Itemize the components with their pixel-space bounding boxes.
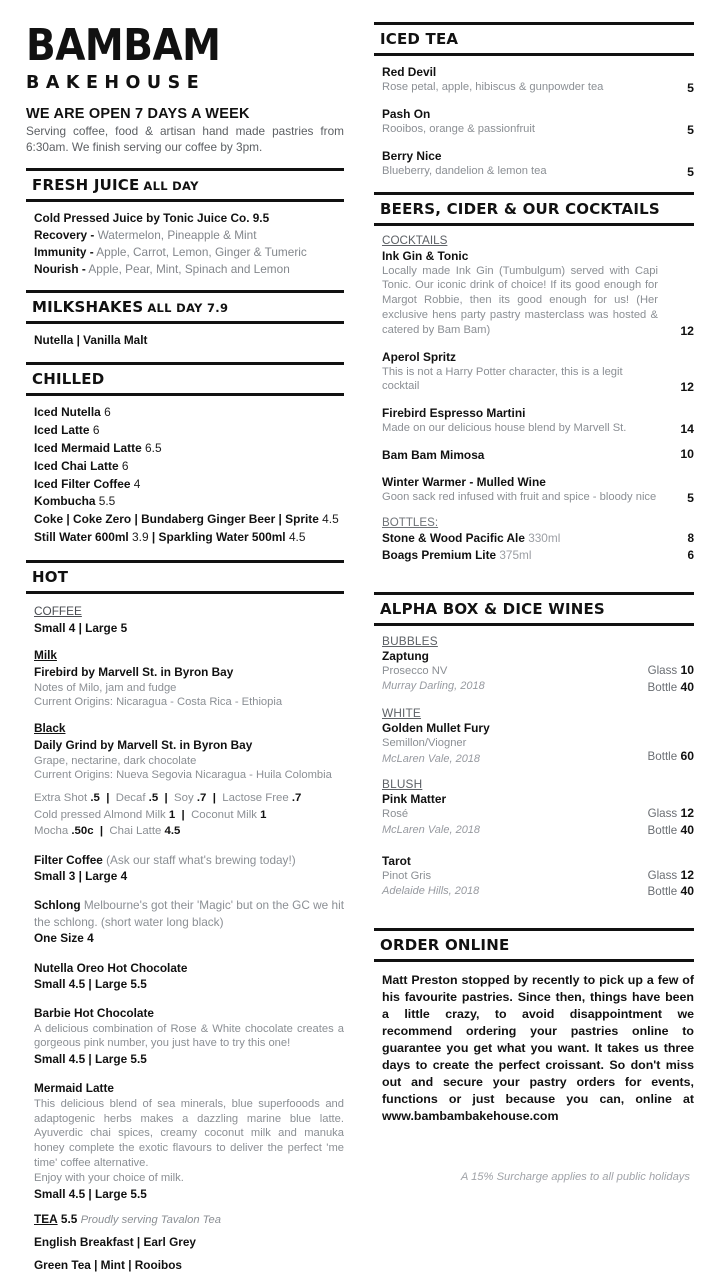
wine-name: Tarot [382,853,411,868]
section-body [374,226,694,565]
section-title: HOT [32,568,69,586]
item-name: Iced Chai Latte [34,458,119,473]
item-desc: Rooibos, orange & passionfruit [382,122,535,135]
price-value: 12 [680,806,694,821]
price-label: Glass [647,868,678,882]
section-title: ALPHA BOX & DICE WINES [380,600,605,619]
item-desc: Apple, Carrot, Lemon, Ginger & Tumeric [96,244,307,259]
section-subtitle: ALL DAY 7.9 [147,301,229,316]
section-header-fresh-juice [26,168,344,202]
extras-line: Mocha .50c | Chai Latte 4.5 [34,825,181,838]
item-size: 330ml [528,530,561,545]
price-value: 12 [680,867,694,882]
wine-region: Murray Darling, 2018 [382,680,485,693]
item-price: 5.5 [98,494,116,509]
item-name: Iced Mermaid Latte [34,440,142,455]
coffee-sizes: Small 4 | Large 5 [34,621,128,635]
section-header-iced-tea [374,22,694,56]
extra-name: Soy [174,792,194,805]
barbie-hot-chocolate-block [34,1005,344,1068]
extra-price: .7 [291,792,302,805]
list-item [34,511,344,529]
wine-name: Pink Matter [382,792,447,807]
price-row [648,662,694,679]
item-name: Recovery - [34,228,95,243]
section-milkshakes [26,290,344,349]
item-name: Bam Bam Mimosa [382,447,485,462]
section-title: BEERS, CIDER & OUR COCKTAILS [380,199,660,218]
section-body [374,626,694,900]
coffee-label: COFFEE [34,604,82,618]
section-body [26,202,344,277]
brand-name-sub: BAKEHOUSE [26,73,206,93]
item-desc: Apple, Pear, Mint, Spinach and Lemon [88,261,290,276]
section-body [374,56,694,179]
item-price: 6 [687,547,694,562]
price-label: Bottle [647,824,678,837]
price-label: Bottle [647,885,678,899]
price-value: 40 [680,823,694,837]
section-header-hot [26,560,344,594]
list-item-water [34,529,344,547]
section-title: CHILLED [32,370,105,389]
list-item [34,404,344,422]
section-hot [26,560,344,1272]
list-item [382,248,694,338]
extra-name: Mocha [34,825,69,838]
black-label: Black [34,721,66,736]
extra-name: Decaf [115,792,146,805]
left-column [26,20,344,1272]
section-wines [374,592,694,900]
black-origins: Current Origins: Nueva Segovia Nicaragua - Huila Colombia [34,769,332,782]
price-label: Bottle [647,750,678,764]
section-body [26,594,344,1272]
section-subtitle: ALL DAY [143,179,199,194]
item-name: Mermaid Latte [34,1081,114,1096]
extra-price: .50c [71,825,94,838]
schlong-name-row [34,897,344,930]
list-item [34,244,344,261]
extra-name: Extra Shot [34,792,88,805]
extra-name: Cold pressed Almond Milk [34,808,166,821]
item-price: 5 [687,80,694,95]
list-item [382,64,694,95]
brand-logo [26,20,344,93]
section-header-beers [374,192,694,226]
item-desc: Rose petal, apple, hibiscus & gunpowder tea [382,81,604,94]
schlong-block [34,897,344,947]
tea-row-1: English Breakfast | Earl Grey [34,1234,196,1249]
brand-name-main: BAMBAM [26,20,221,72]
item-name: Aperol Spritz [382,349,456,364]
item-name: Iced Latte [34,422,90,437]
section-title: FRESH JUICE [32,176,140,195]
order-online-body: Matt Preston stopped by recently to pick up a few of his favourite pastries. Since then, things have been a little crazy, to avoid disappointment we recommend ordering your pastries online to guarantee you get what you want. It takes us three days to create the perfect croissant. So don't miss out and secure your pastry orders for events, functions or just because you can, online at www.bambambakehouse.com [382,972,694,1123]
list-item [34,440,344,458]
item-price: 14 [680,421,694,436]
item-name: Red Devil [382,65,437,79]
item-price: 4 [133,476,141,491]
item-desc: Made on our delicious house blend by Marvell St. [382,422,627,435]
extras-line: Extra Shot .5 | Decaf .5 | Soy .7 | Lactose Free .7 [34,792,302,805]
wine-group [382,634,694,695]
item-price: 12 [680,323,694,338]
section-header-chilled [26,362,344,396]
section-fresh-juice [26,168,344,277]
list-item [382,349,694,395]
wine-name: Golden Mullet Fury [382,721,490,736]
section-chilled [26,362,344,547]
tea-row-2: Green Tea | Mint | Rooibos [34,1257,182,1272]
price-value: 60 [680,749,694,764]
section-title: ORDER ONLINE [380,935,510,954]
section-header-order-online [374,928,694,962]
item-price: 4.5 [322,512,339,527]
wine-prices [648,720,694,765]
wine-region: McLaren Vale, 2018 [382,823,481,836]
item-desc: Goon sack red infused with fruit and spice - bloody nice [382,491,657,504]
extras-line: Cold pressed Almond Milk 1 | Coconut Milk 1 [34,808,267,821]
item-desc: This delicious blend of sea minerals, blue superfooods and adaptogenic herbs makes a dazzling marine blue latte. Ayuverdic chai spices, creamy coconut milk and manuka honey complete the exotic flavours to deliver the perfect 'me time' coffee alternative. [34,1097,344,1169]
tea-label: TEA [34,1211,58,1226]
wine-name: Zaptung [382,649,429,664]
section-iced-tea [374,22,694,179]
right-column [374,22,694,1183]
wine-variety: Rosé [382,808,409,821]
list-item [34,458,344,476]
item-name: Boags Premium Lite [382,547,497,562]
item-name: Iced Filter Coffee [34,476,131,491]
item-desc: Blueberry, dandelion & lemon tea [382,164,547,177]
section-beers-cider-cocktails [374,192,694,565]
surcharge-note: A 15% Surcharge applies to all public holidays [460,1170,690,1183]
black-blend-name: Daily Grind by Marvell St. in Byron Bay [34,738,253,753]
list-item [382,530,694,547]
price-row [648,748,694,765]
wine-prices [648,853,694,900]
wine-category: WHITE [382,706,422,721]
item-name: Kombucha [34,494,96,509]
price-row [648,867,694,884]
item-price: 6 [104,405,111,420]
item-price: 5 [687,164,694,179]
item-name: Ink Gin & Tonic [382,248,469,263]
tea-note: Proudly serving Tavalon Tea [80,1213,221,1226]
item-desc: Locally made Ink Gin (Tumbulgum) served with Capi Tonic. Our iconic drink of choice! If its good enough for Margot Robbie, then its good enough for us! (Her exclusive hens party pastry masterclass was hosted & catered by Bam Bam) [382,264,658,336]
wine-group [382,853,694,900]
item-price: 5 [687,490,694,505]
item-price: 6.5 [145,440,162,455]
item-price: 10 [680,446,694,461]
list-item [34,493,344,511]
section-body [26,324,344,349]
item-name: Iced Nutella [34,405,101,420]
extra-name: Lactose Free [222,792,289,805]
item-name: Coke | Coke Zero | Bundaberg Ginger Beer | Sprite [34,512,319,527]
price-value: 40 [680,679,694,694]
list-item [34,227,344,244]
item-price: 4.5 [288,530,306,545]
section-order-online [374,928,694,1183]
item-desc: (Ask our staff what's brewing today!) [106,852,296,867]
separator: | [151,530,156,545]
wine-prices [648,648,694,695]
item-price: 6 [121,458,129,473]
item-name: Still Water 600ml [34,530,129,545]
item-name: Stone & Wood Pacific Ale [382,530,525,545]
section-title: ICED TEA [380,30,459,48]
item-price: 5 [687,122,694,137]
item-desc: Watermelon, Pineapple & Mint [97,228,257,243]
extra-price: 4.5 [164,825,181,838]
list-item [382,447,694,463]
section-header-wines [374,592,694,626]
item-desc: Melbourne's got their 'Magic' but on the GC we hit the schlong. (short water long black) [34,898,344,929]
list-item [34,422,344,440]
list-item [34,476,344,494]
item-name: Nutella Oreo Hot Chocolate [34,960,188,975]
item-price: 6 [92,422,100,437]
list-item [382,547,694,564]
item-desc: A delicious combination of Rose & White chocolate creates a gorgeous pink number, you just have to try this one! [34,1022,344,1050]
wine-group [382,706,694,766]
wine-variety: Semillon/Viogner [382,737,467,750]
list-item [34,261,344,278]
item-name: Winter Warmer - Mulled Wine [382,475,546,490]
black-block [34,719,344,840]
tea-block [34,1212,344,1226]
item-price: 8 [687,530,694,545]
filter-coffee-block [34,852,344,886]
filter-coffee-name-row [34,852,344,869]
extra-price: 1 [168,808,176,821]
section-title: MILKSHAKES [32,298,144,317]
coffee-block [34,602,344,637]
juice-lead-name: Cold Pressed Juice by Tonic Juice Co. [34,211,250,226]
item-name: Nourish - [34,261,86,276]
coffee-extras [34,790,344,840]
filter-coffee-price: Small 3 | Large 4 [34,869,128,884]
price-row [648,822,694,839]
item-name: Schlong [34,898,81,913]
item-name: Immunity - [34,244,94,259]
price-label: Bottle [647,680,678,694]
bottles-block [382,516,694,564]
price-row [648,679,694,696]
price-label: Glass [647,807,678,821]
open-hours-body: Serving coffee, food & artisan hand made pastries from 6:30am. We finish serving our coffee by 3pm. [26,124,344,154]
wine-group [382,777,694,838]
price-value: 40 [680,884,694,899]
wine-region: McLaren Vale, 2018 [382,752,481,765]
list-item [34,210,344,227]
schlong-price: One Size 4 [34,931,94,946]
price-value: 10 [680,663,694,678]
mermaid-latte-block [34,1080,344,1202]
extra-name: Coconut Milk [191,808,257,821]
wine-variety: Prosecco NV [382,665,448,678]
item-desc: This is not a Harry Potter character, this is a legit cocktail [382,365,623,393]
juice-lead-price: 9.5 [252,211,270,226]
milk-label: Milk [34,648,57,663]
price-label: Glass [647,664,678,678]
milkshake-flavours: Nutella | Vanilla Malt [34,333,148,348]
item-name: Pash On [382,106,431,121]
open-hours-heading: WE ARE OPEN 7 DAYS A WEEK [26,106,250,122]
wine-category: BUBBLES [382,634,438,649]
extra-price: 1 [260,808,267,821]
item-size: 375ml [499,547,532,562]
item-price: 12 [680,380,694,395]
item-name: Berry Nice [382,148,442,163]
item-name: Filter Coffee [34,852,103,867]
price-row [648,883,694,900]
black-notes: Grape, nectarine, dark chocolate [34,754,197,767]
milk-block [34,646,344,710]
list-item [382,405,694,436]
section-header-milkshakes [26,290,344,324]
milk-blend-name: Firebird by Marvell St. in Byron Bay [34,665,234,680]
price-row [648,805,694,822]
wine-category: BLUSH [382,777,423,792]
extra-name: Chai Latte [109,825,162,838]
item-desc-extra: Enjoy with your choice of milk. [34,1171,184,1184]
item-name: Firebird Espresso Martini [382,406,526,421]
item-price: 3.9 [132,530,149,545]
item-name: Sparkling Water 500ml [158,530,286,545]
extra-price: .5 [90,792,100,805]
milk-notes: Notes of Milo, jam and fudge [34,681,177,694]
list-item [382,148,694,179]
item-price: Small 4.5 | Large 5.5 [34,1052,147,1067]
wine-region: Adelaide Hills, 2018 [382,884,480,897]
tea-price: 5.5 [60,1211,78,1226]
item-price: Small 4.5 | Large 5.5 [34,977,147,992]
wine-prices [648,791,694,838]
nutella-oreo-block [34,960,344,994]
item-name: Barbie Hot Chocolate [34,1006,154,1021]
list-item [382,474,694,505]
bottles-label: BOTTLES: [382,515,439,529]
list-item [382,106,694,137]
cocktails-label: COCKTAILS [382,233,448,247]
section-body [26,396,344,547]
extra-price: .5 [148,792,159,805]
wine-variety: Pinot Gris [382,869,432,882]
item-price: Small 4.5 | Large 5.5 [34,1186,147,1201]
extra-price: .7 [196,792,207,805]
milk-origins: Current Origins: Nicaragua - Costa Rica - Ethiopia [34,696,283,709]
